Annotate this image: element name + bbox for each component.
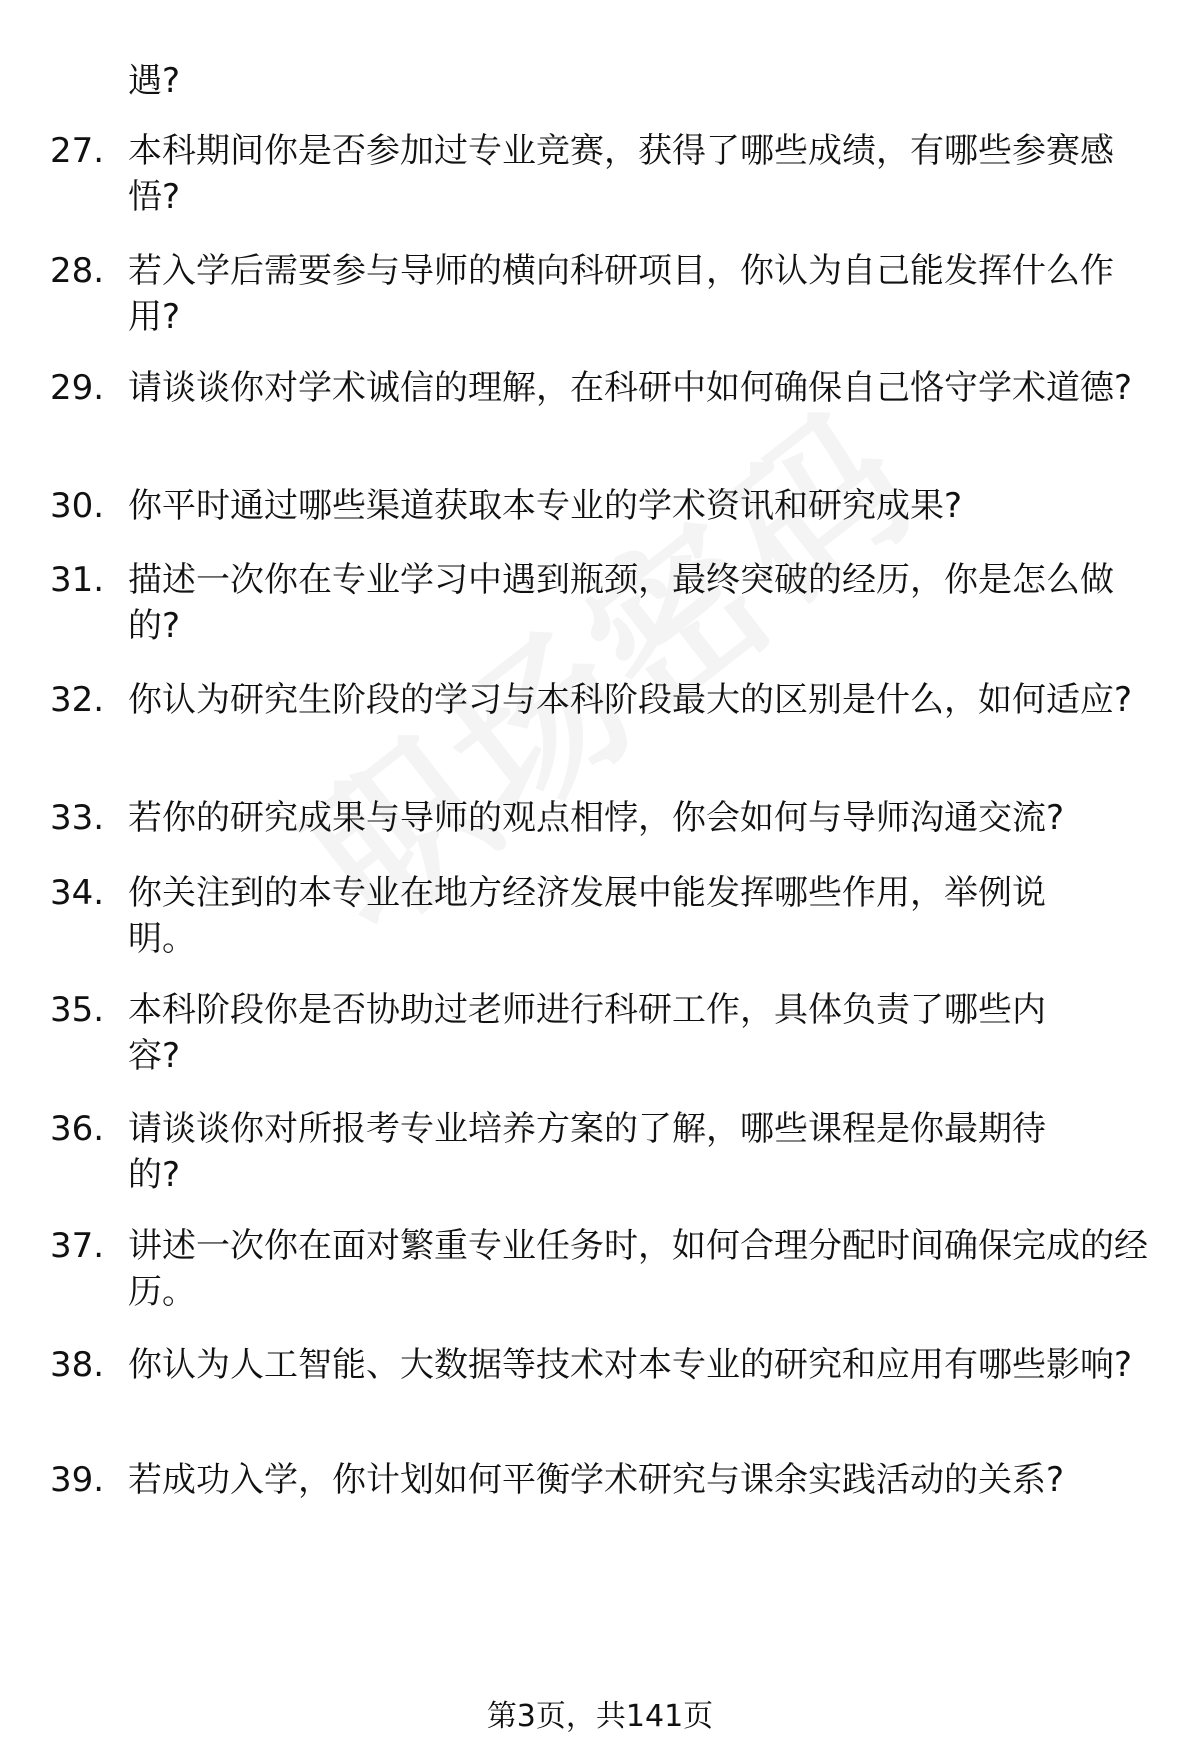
question-text: 若成功入学，你计划如何平衡学术研究与课余实践活动的关系? — [128, 1460, 1065, 1500]
question-number: 29. — [50, 368, 105, 408]
page-footer: 第3页，共141页 — [486, 1699, 714, 1734]
question-text: 你认为研究生阶段的学习与本科阶段最大的区别是什么，如何适应? — [128, 680, 1133, 720]
question-number: 31. — [50, 560, 105, 600]
question-number: 28. — [50, 251, 105, 291]
question-text: 你平时通过哪些渠道获取本专业的学术资讯和研究成果? — [128, 486, 963, 526]
question-text: 描述一次你在专业学习中遇到瓶颈，最终突破的经历，你是怎么做的? — [128, 560, 1114, 646]
question-number: 37. — [50, 1226, 105, 1266]
question-text: 请谈谈你对学术诚信的理解，在科研中如何确保自己恪守学术道德? — [128, 368, 1133, 408]
question-text: 讲述一次你在面对繁重专业任务时，如何合理分配时间确保完成的经历。 — [128, 1226, 1148, 1312]
question-number: 38. — [50, 1345, 105, 1385]
question-text: 请谈谈你对所报考专业培养方案的了解，哪些课程是你最期待的? — [128, 1109, 1046, 1195]
question-text: 本科阶段你是否协助过老师进行科研工作，具体负责了哪些内容? — [128, 990, 1046, 1076]
continued-text: 遇? — [128, 61, 181, 101]
question-number: 27. — [50, 131, 105, 171]
question-number: 34. — [50, 873, 105, 913]
question-number: 36. — [50, 1109, 105, 1149]
question-number: 32. — [50, 680, 105, 720]
question-number: 35. — [50, 990, 105, 1030]
question-number: 33. — [50, 798, 105, 838]
question-number: 39. — [50, 1460, 105, 1500]
question-text: 本科期间你是否参加过专业竞赛，获得了哪些成绩，有哪些参赛感悟? — [128, 131, 1114, 217]
question-text: 若入学后需要参与导师的横向科研项目，你认为自己能发挥什么作用? — [128, 251, 1114, 337]
question-text: 你关注到的本专业在地方经济发展中能发挥哪些作用，举例说明。 — [128, 873, 1046, 959]
question-text: 你认为人工智能、大数据等技术对本专业的研究和应用有哪些影响? — [128, 1345, 1133, 1385]
question-number: 30. — [50, 486, 105, 526]
question-text: 若你的研究成果与导师的观点相悖，你会如何与导师沟通交流? — [128, 798, 1065, 838]
